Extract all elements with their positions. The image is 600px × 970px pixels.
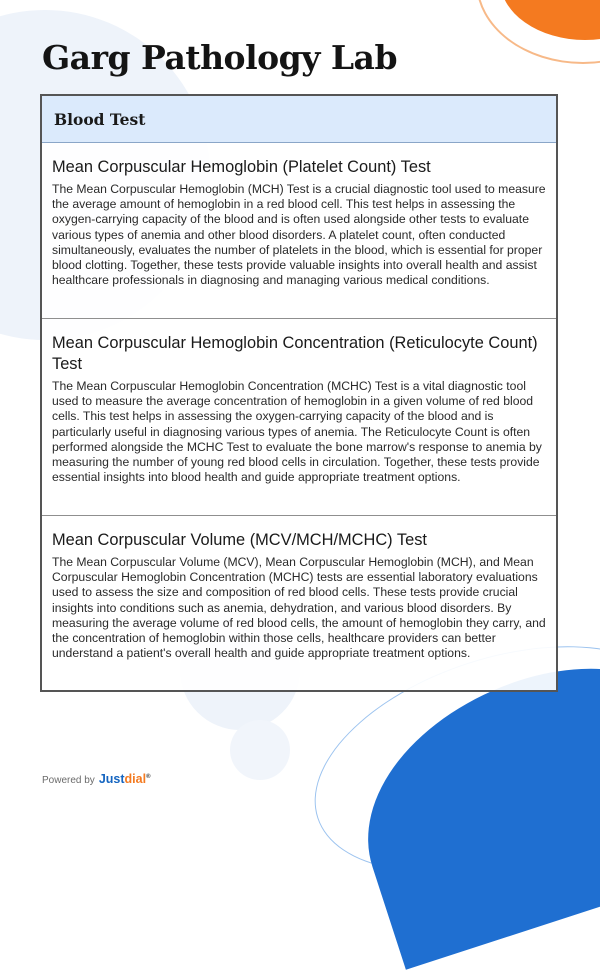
powered-by-label: Powered by: [42, 775, 95, 786]
justdial-logo[interactable]: [99, 772, 151, 786]
test-heading: Mean Corpuscular Hemoglobin (Platelet Count) Test: [52, 158, 431, 176]
test-description: The Mean Corpuscular Volume (MCV), Mean Corpuscular Hemoglobin (MCH), and Mean Corpuscular Hemoglobin Concentration (MCHC) tests are essential laboratory evaluations used to assess the size and composition of red blood cells. These tests provide crucial insights into conditions such as anemia, dehydration, and various blood disorders. By measuring the average volume of red blood cells, the amount of hemoglobin they carry, and the concentration of hemoglobin within those cells, healthcare providers can better understand a patient's overall health and guide appropriate treatment options.: [52, 555, 546, 661]
page-title: Garg Pathology Lab: [42, 38, 398, 77]
brand-dial: dial: [124, 772, 147, 786]
test-description: The Mean Corpuscular Hemoglobin (MCH) Test is a crucial diagnostic tool used to measure the average amount of hemoglobin in a red blood cell. This test helps in assessing the oxygen-carrying capacity of the blood and is often used alongside other tests to evaluate various types of anemia and other blood disorders. A platelet count, often conducted simultaneously, evaluates the number of platelets in the blood, which is essential for proper blood clotting. Together, these tests provide valuable insights into overall health and assist healthcare professionals in diagnosing and managing various medical conditions.: [52, 182, 546, 288]
test-section: [42, 516, 556, 675]
test-heading: Mean Corpuscular Volume (MCV/MCH/MCHC) Test: [52, 531, 427, 549]
test-section: [42, 319, 556, 516]
powered-by-footer: [42, 772, 150, 786]
brand-mark: ®: [146, 773, 151, 780]
background-blob: [230, 720, 290, 780]
card-header-label: Blood Test: [54, 109, 146, 129]
test-section: [42, 143, 556, 319]
test-card: [40, 94, 558, 692]
brand-just: Just: [98, 772, 125, 786]
test-heading: Mean Corpuscular Hemoglobin Concentration (Reticulocyte Count) Test: [52, 334, 538, 373]
test-description: The Mean Corpuscular Hemoglobin Concentration (MCHC) Test is a vital diagnostic tool used to measure the average concentration of hemoglobin in a given volume of red blood cells. This test helps in assessing the oxygen-carrying capacity of the blood and is particularly useful in diagnosing various types of anemia. The Reticulocyte Count is often performed alongside the MCHC Test to evaluate the bone marrow's response to anemia by measuring the number of young red blood cells in circulation. Together, these tests provide essential insights into blood health and guide appropriate treatment options.: [52, 379, 542, 485]
card-header: [42, 96, 556, 143]
